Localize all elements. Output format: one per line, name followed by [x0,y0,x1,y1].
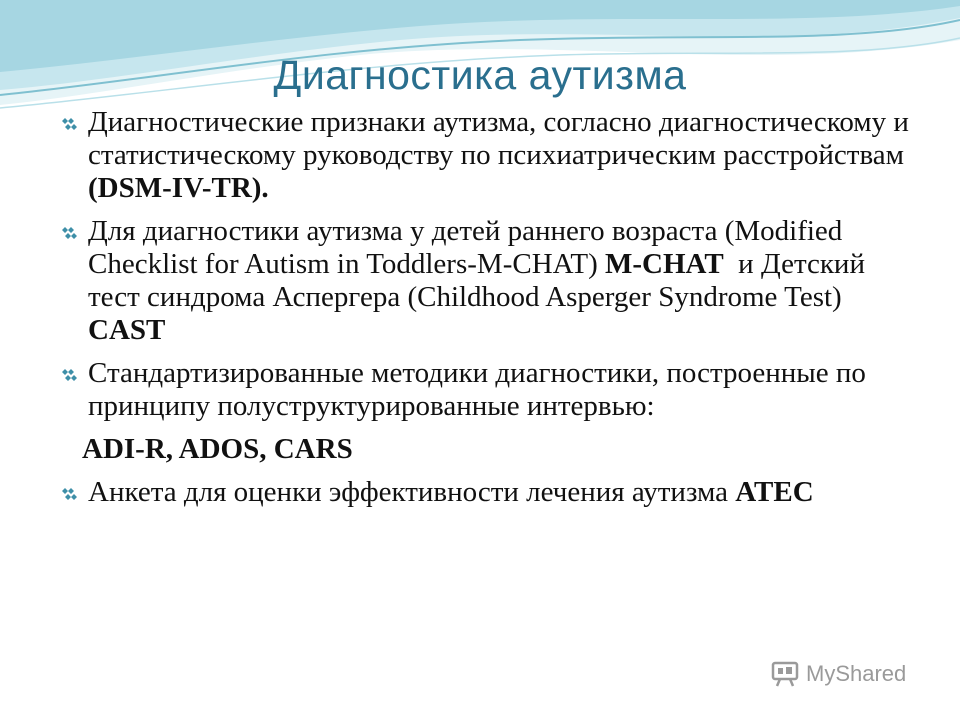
diamond-bullet-icon [60,224,82,242]
watermark-text: MyShared [806,661,907,686]
diamond-bullet-icon [60,366,82,384]
bullet-mchat-text-2: и Детский тест синдрома Аспергера (Childhood Asperger Syndrome Test) [88,248,873,313]
bullet-mchat-text-1: Для диагностики аутизма у детей раннего возраста (Modified Checklist for Autism in Toddlers-M-CHAT) [88,215,843,280]
methods-list: ADI-R, ADOS, CARS [82,433,353,465]
bullet-mchat-bold-2: CAST [88,314,166,346]
bullet-dsm-text: Диагностические признаки аутизма, согласно диагностическому и статистическому руководству по психиатрическим расстройствам [88,106,909,171]
bullet-dsm-bold: (DSM-IV-TR). [88,172,269,204]
bullet-standardized-text: Стандартизированные методики диагностики, построенные по принципу полуструктурированные интервью: [88,357,866,422]
slide-title: Диагностика аутизма [273,52,687,98]
bullet-mchat [60,215,920,347]
bullet-atec [60,476,920,509]
bullet-dsm [60,106,920,205]
bullet-mchat-bold-1: M-CHAT [605,248,724,280]
bullet-standardized [60,357,920,423]
diamond-bullet-icon [60,485,82,503]
bullet-atec-text: Анкета для оценки эффективности лечения аутизма [88,476,736,508]
presentation-board-icon [770,660,800,688]
bullet-atec-bold: ATEC [735,476,814,508]
myshared-watermark [770,656,906,692]
diamond-bullet-icon [60,115,82,133]
slide-content [60,106,920,519]
